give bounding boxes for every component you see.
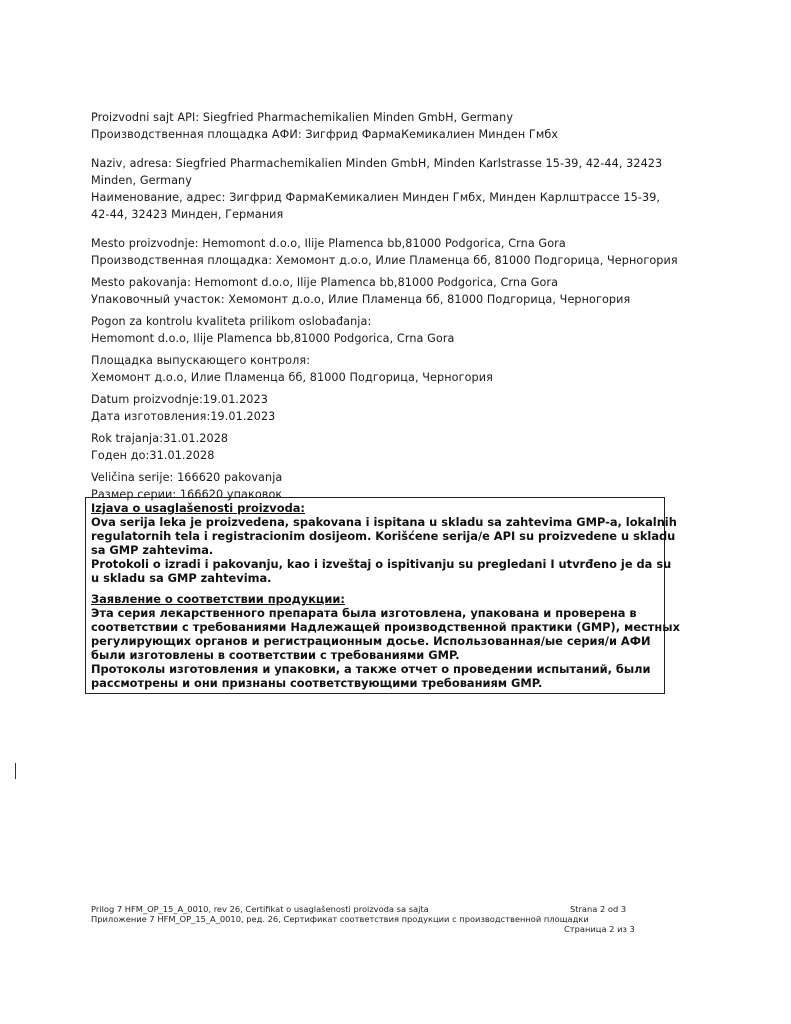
declaration-cyrillic-line1: Эта серия лекарственного препарата была изготовлена, упакована и проверена в — [91, 606, 637, 620]
api-site-cyrillic: Производственная площадка АФИ: Зигфрид ФармаКемикалиен Минден Гмбх — [91, 128, 559, 141]
production-site-cyrillic: Производственная площадка: Хемомонт д.о.о, Илие Пламенца бб, 81000 Подгорица, Черногория — [91, 254, 678, 267]
packaging-site-latin: Mesto pakovanja: Hemomont d.o.o, Ilije Plamenca bb,81000 Podgorica, Crna Gora — [91, 276, 559, 289]
manufacture-date-latin: Datum proizvodnje:19.01.2023 — [91, 393, 268, 406]
declaration-latin-line4: Protokoli o izradi i pakovanju, kao i izveštaj o ispitivanju su pregledani I utvrđeno je da su — [91, 557, 672, 571]
name-address-cyrillic-line1: Наименование, адрес: Зигфрид ФармаКемикалиен Минден Гмбх, Минден Карлштрассе 15-39, — [91, 191, 661, 204]
declaration-latin-line1: Ova serija leka je proizvedena, spakovana i ispitana u skladu sa zahtevima GMP-a, lokalnih — [91, 515, 677, 529]
footer-annex-cyrillic: Приложение 7 HFM_OP_15_A_0010, ред. 26, Сертификат соответствия продукции с производственной площадки — [91, 914, 589, 924]
expiry-date-cyrillic: Годен до:31.01.2028 — [91, 449, 215, 462]
declaration-latin-line5: u skladu sa GMP zahtevima. — [91, 571, 272, 585]
name-address-latin-line2: Minden, Germany — [91, 174, 192, 187]
packaging-site-cyrillic: Упаковочный участок: Хемомонт д.о.о, Илие Пламенца бб, 81000 Подгорица, Черногория — [91, 293, 631, 306]
declaration-latin-line3: sa GMP zahtevima. — [91, 543, 214, 557]
margin-mark — [15, 763, 16, 779]
name-address-cyrillic-line2: 42-44, 32423 Минден, Германия — [91, 208, 284, 221]
qc-site-latin-line1: Pogon za kontrolu kvaliteta prilikom oslobađanja: — [91, 315, 372, 328]
qc-site-latin-line2: Hemomont d.o.o, Ilije Plamenca bb,81000 Podgorica, Crna Gora — [91, 332, 455, 345]
footer-page-latin: Strana 2 od 3 — [570, 904, 627, 914]
expiry-date-latin: Rok trajanja:31.01.2028 — [91, 432, 229, 445]
name-address-latin-line1: Naziv, adresa: Siegfried Pharmachemikalien Minden GmbH, Minden Karlstrasse 15-39, 42-44, 32423 — [91, 157, 663, 170]
batch-size-latin: Veličina serije: 166620 pakovanja — [91, 471, 283, 484]
declaration-cyrillic-line3: регулирующих органов и регистрационным досье. Использованная/ые серия/и АФИ — [91, 634, 651, 648]
declaration-cyrillic-line2: соответствии с требованиями Надлежащей производственной практики (GMP), местных — [91, 620, 680, 634]
declaration-latin-line2: regulatornih tela i registracionim dosijeom. Korišćene serija/e API su proizvedene u skladu — [91, 529, 676, 543]
footer-annex-latin: Prilog 7 HFM_OP_15_A_0010, rev 26, Certifikat o usaglašenosti proizvoda sa sajta — [91, 904, 429, 914]
qc-site-cyrillic-line2: Хемомонт д.о.о, Илие Пламенца бб, 81000 Подгорица, Черногория — [91, 371, 493, 384]
api-site-latin: Proizvodni sajt API: Siegfried Pharmachemikalien Minden GmbH, Germany — [91, 111, 514, 124]
footer-page-cyrillic: Страница 2 из 3 — [564, 924, 635, 934]
production-site-latin: Mesto proizvodnje: Hemomont d.o.o, Ilije Plamenca bb,81000 Podgorica, Crna Gora — [91, 237, 566, 250]
declaration-heading-cyrillic: Заявление о соответствии продукции: — [91, 592, 345, 606]
qc-site-cyrillic-line1: Площадка выпускающего контроля: — [91, 354, 311, 367]
batch-size-cyrillic: Размер серии: 166620 упаковок — [91, 488, 283, 501]
declaration-cyrillic-line5: Протоколы изготовления и упаковки, а также отчет о проведении испытаний, были — [91, 662, 651, 676]
declaration-cyrillic-line6: рассмотрены и они признаны соответствующими требованиям GMP. — [91, 676, 543, 690]
declaration-cyrillic-line4: были изготовлены в соответствии с требованиями GMP. — [91, 648, 460, 662]
manufacture-date-cyrillic: Дата изготовления:19.01.2023 — [91, 410, 276, 423]
declaration-heading-latin: Izjava o usaglašenosti proizvoda: — [91, 501, 305, 515]
